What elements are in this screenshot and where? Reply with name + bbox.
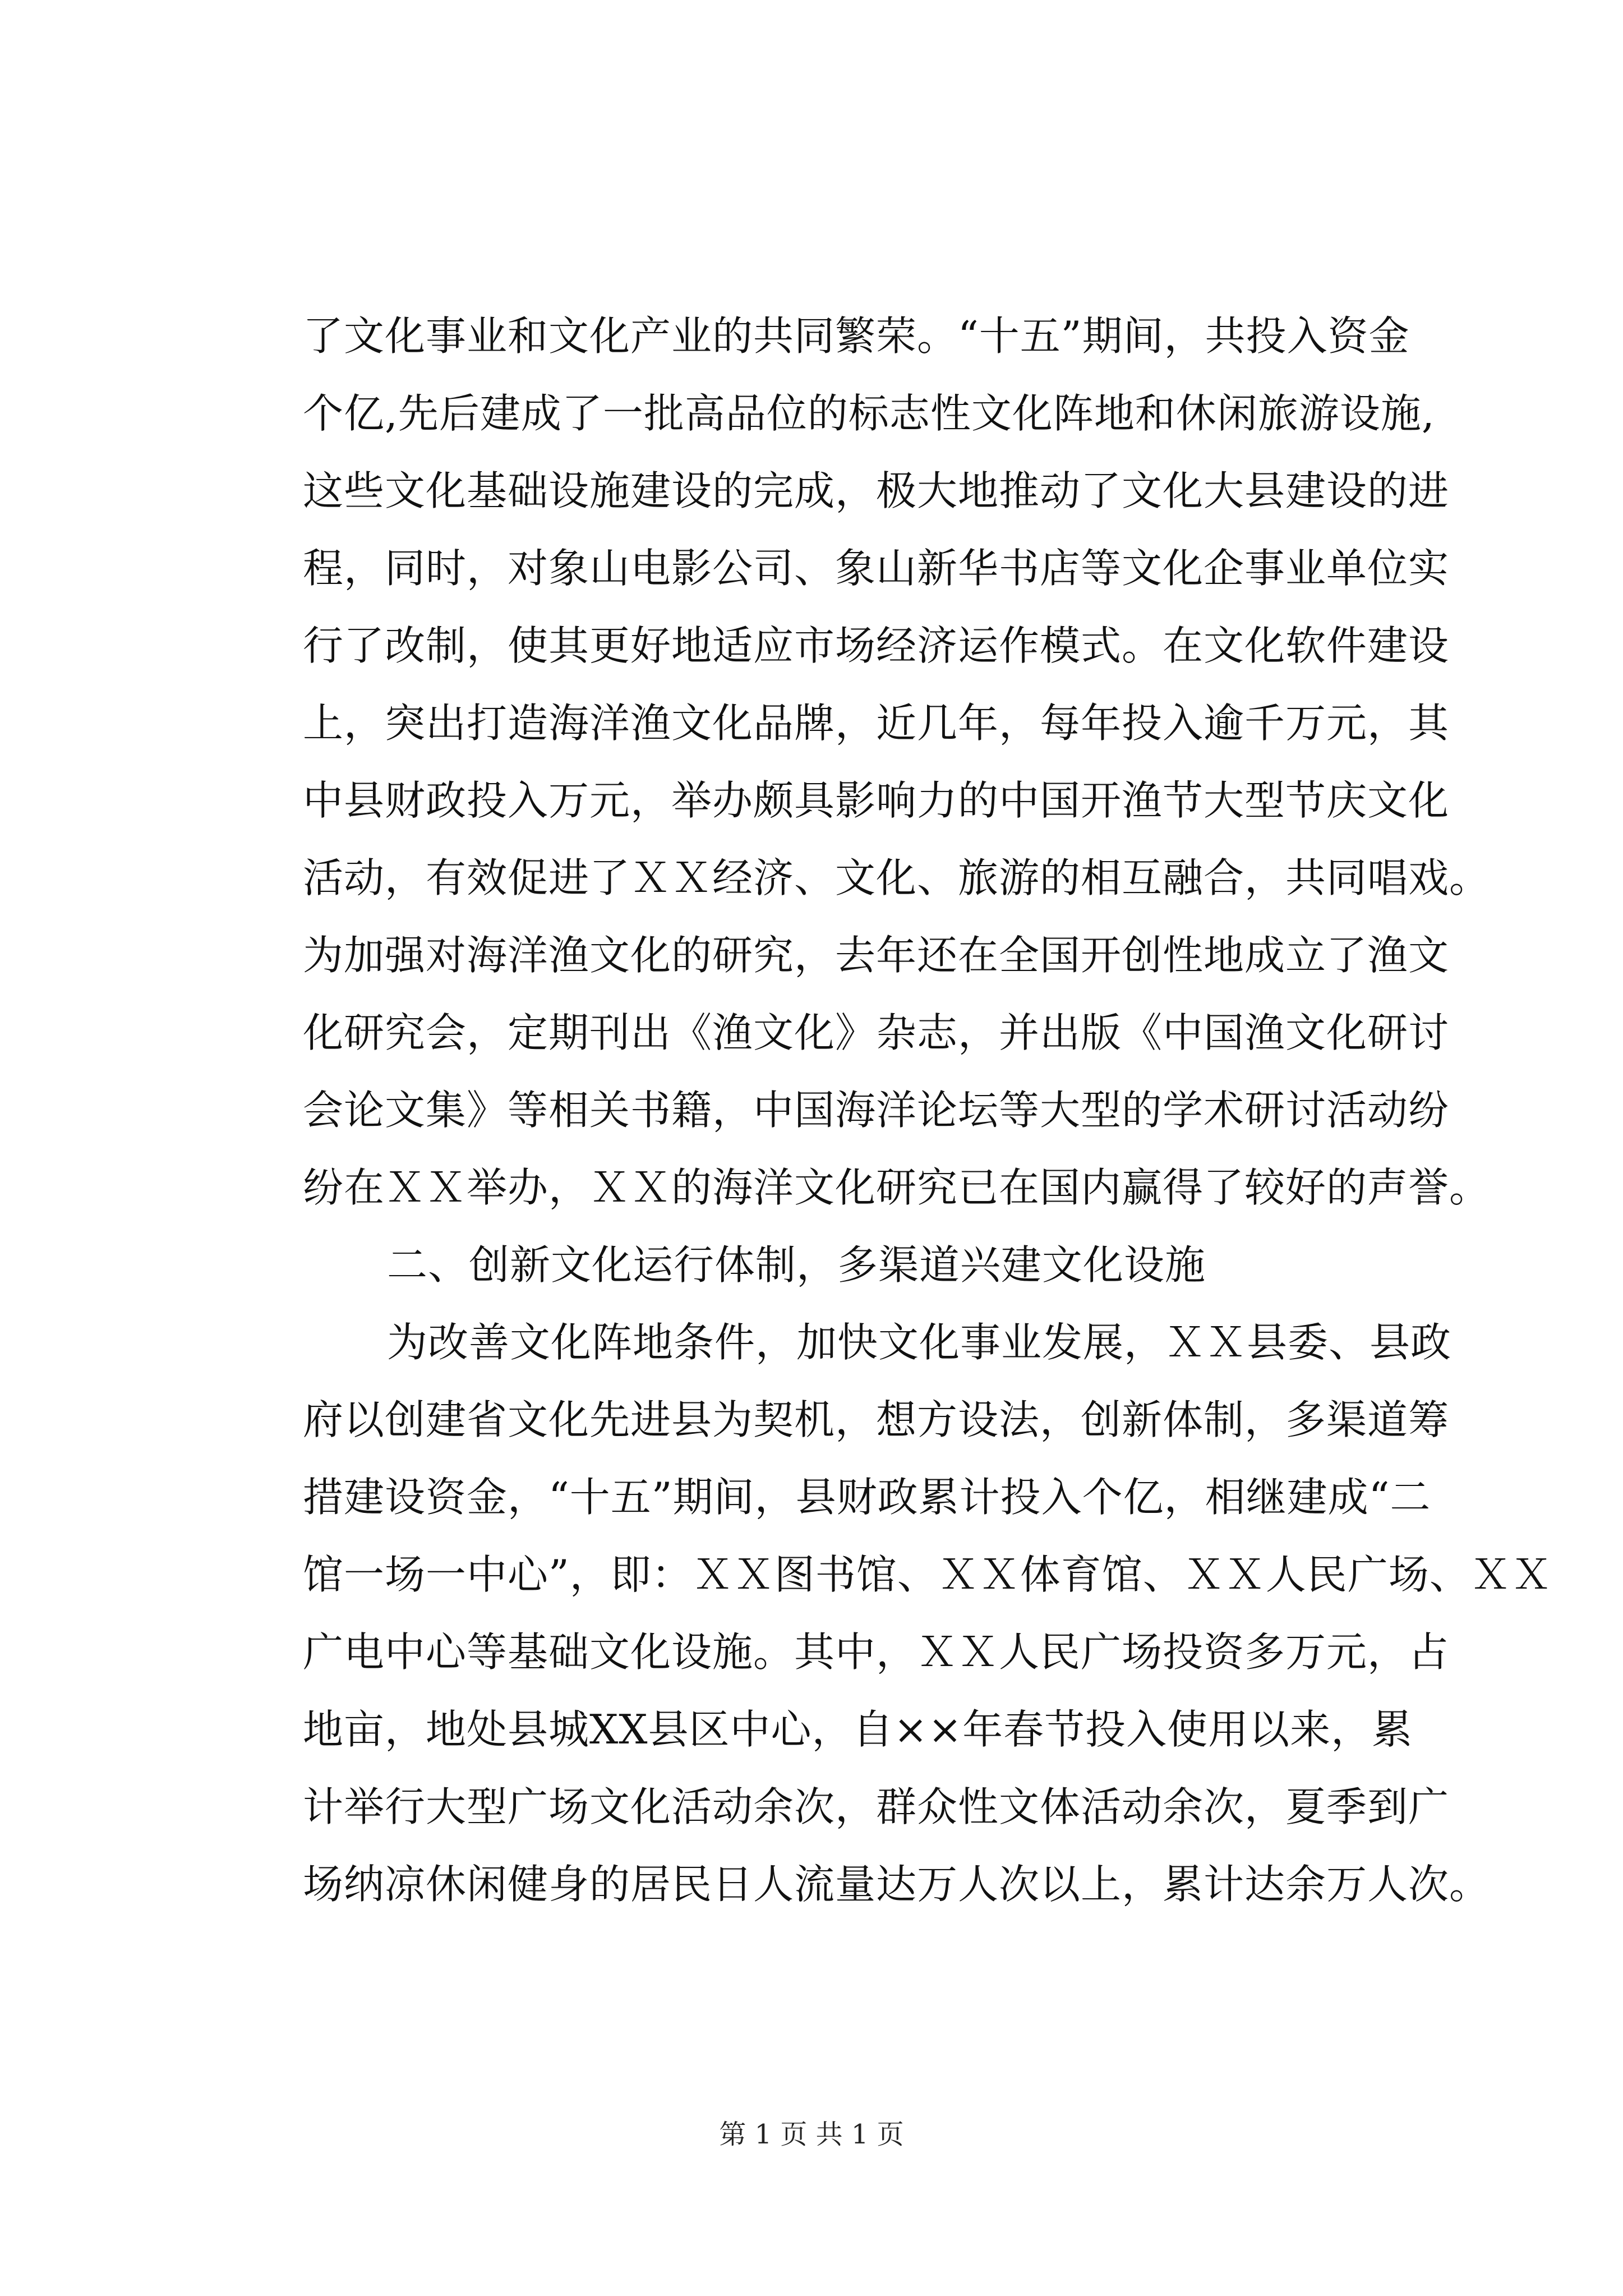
text-line: 府以创建省文化先进县为契机，想方设法，创新体制，多渠道筹 xyxy=(303,1396,1450,1443)
text-line: 活动，有效促进了ＸＸ经济、文化、旅游的相互融合，共同唱戏。 xyxy=(303,854,1491,901)
text-line: 场纳凉休闲健身的居民日人流量达万人次以上，累计达余万人次。 xyxy=(303,1861,1491,1908)
text-line: 馆一场一中心”，即：ＸＸ图书馆、ＸＸ体育馆、ＸＸ人民广场、ＸＸ xyxy=(303,1551,1552,1598)
section-heading: 二、创新文化运行体制，多渠道兴建文化设施 xyxy=(387,1241,1206,1289)
text-line: 会论文集》等相关书籍，中国海洋论坛等大型的学术研讨活动纷 xyxy=(303,1087,1450,1134)
text-line: 行了改制，使其更好地适应市场经济运作模式。在文化软件建设 xyxy=(303,622,1450,669)
text-line: 措建设资金，“十五”期间，县财政累计投入个亿，相继建成“二 xyxy=(303,1474,1431,1521)
text-line: 了文化事业和文化产业的共同繁荣。“十五”期间，共投入资金 xyxy=(303,312,1410,360)
text-line: 计举行大型广场文化活动余次，群众性文体活动余次，夏季到广 xyxy=(303,1783,1450,1830)
body-text xyxy=(303,297,1552,1923)
text-line: 为加强对海洋渔文化的研究，去年还在全国开创性地成立了渔文 xyxy=(303,932,1450,979)
page-footer xyxy=(0,2118,1623,2151)
text-line: 地亩，地处县城XX县区中心，自××年春节投入使用以来，累 xyxy=(303,1706,1413,1753)
text-line: 中县财政投入万元，举办颇具影响力的中国开渔节大型节庆文化 xyxy=(303,777,1450,824)
text-line: 程，同时，对象山电影公司、象山新华书店等文化企事业单位实 xyxy=(303,545,1450,592)
text-line: 纷在ＸＸ举办，ＸＸ的海洋文化研究已在国内赢得了较好的声誉。 xyxy=(303,1164,1491,1211)
text-line: 上，突出打造海洋渔文化品牌，近几年，每年投入逾千万元，其 xyxy=(303,700,1450,747)
text-line: 这些文化基础设施建设的完成，极大地推动了文化大县建设的进 xyxy=(303,467,1450,514)
paragraph-first-line: 为改善文化阵地条件，加快文化事业发展，ＸＸ县委、县政 xyxy=(387,1319,1452,1366)
page-number: 第 1 页 共 1 页 xyxy=(719,2119,904,2150)
text-line: 广电中心等基础文化设施。其中，ＸＸ人民广场投资多万元，占 xyxy=(303,1628,1450,1676)
text-line: 个亿,先后建成了一批高品位的标志性文化阵地和休闲旅游设施, xyxy=(303,390,1435,437)
text-line: 化研究会，定期刊出《渔文化》杂志，并出版《中国渔文化研讨 xyxy=(303,1009,1450,1056)
